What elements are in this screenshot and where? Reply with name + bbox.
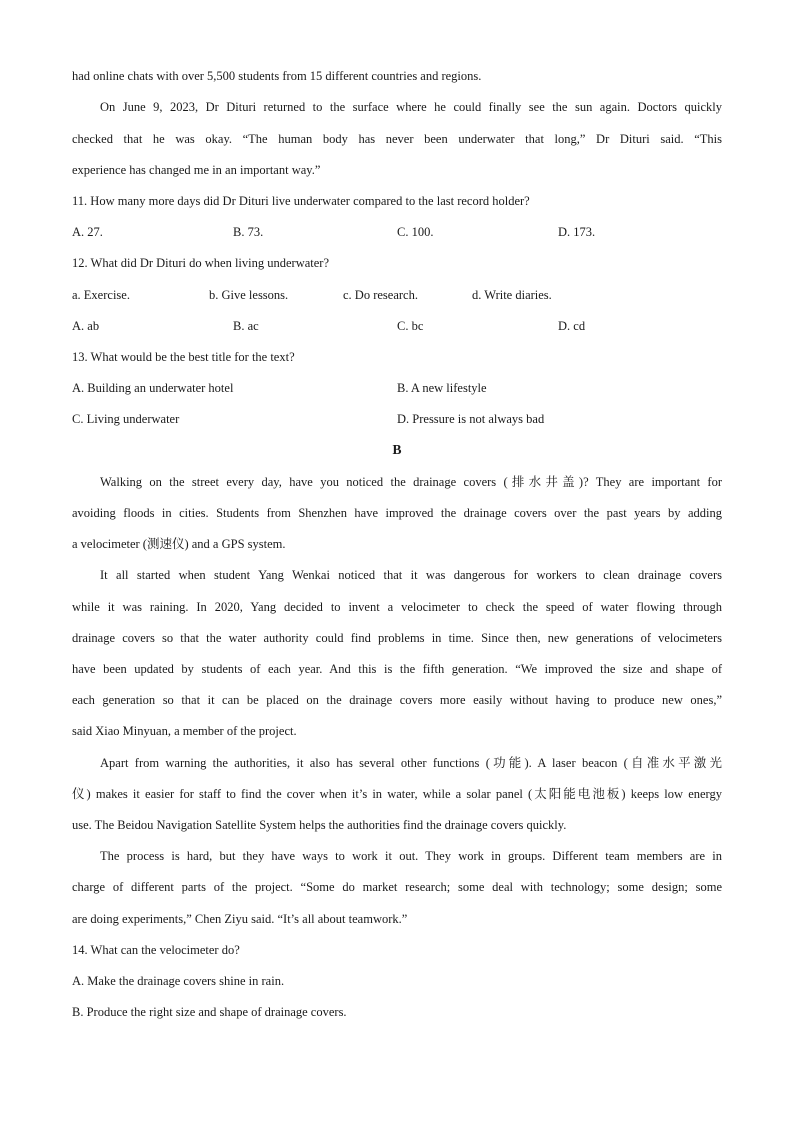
section-heading: B: [392, 442, 402, 457]
choice-item: c. Do research.: [343, 288, 418, 302]
passage-line: charge of different parts of the project. “Some do market research; some deal with technology; some design; some: [72, 880, 722, 894]
passage-line: drainage covers so that the water authority could find problems in time. Since then, new generations of velocimeters: [72, 631, 722, 645]
answer-option: A. ab: [72, 319, 100, 333]
answer-option: C. 100.: [397, 225, 434, 239]
answer-option: A. 27.: [72, 225, 103, 239]
choice-item: d. Write diaries.: [472, 288, 552, 302]
passage-line: Walking on the street every day, have you noticed the drainage covers (排水井盖)? They are important for: [100, 475, 722, 489]
question-stem: 12. What did Dr Dituri do when living underwater?: [72, 256, 330, 270]
passage-line: The process is hard, but they have ways to work it out. They work in groups. Different team members are in: [100, 849, 722, 863]
passage-line: checked that he was okay. “The human body has never been underwater that long,” Dr Dituri said. “This: [72, 132, 722, 146]
passage-line: had online chats with over 5,500 students from 15 different countries and regions.: [72, 69, 482, 83]
passage-line: It all started when student Yang Wenkai noticed that it was dangerous for workers to clean drainage covers: [100, 568, 722, 582]
passage-line: said Xiao Minyuan, a member of the project.: [72, 724, 297, 738]
passage-line: are doing experiments,” Chen Ziyu said. “It’s all about teamwork.”: [72, 912, 408, 926]
passage-line: have been updated by students of each year. And this is the fifth generation. “We improved the size and shape of: [72, 662, 722, 676]
passage-line: On June 9, 2023, Dr Dituri returned to the surface where he could finally see the sun again. Doctors quickly: [100, 100, 722, 114]
choice-item: a. Exercise.: [72, 288, 130, 302]
passage-line: while it was raining. In 2020, Yang decided to invent a velocimeter to check the speed of water flowing through: [72, 600, 722, 614]
passage-line: each generation so that it can be placed on the drainage covers more easily without having to produce new ones,”: [72, 693, 722, 707]
answer-option: C. bc: [397, 319, 424, 333]
passage-line: 仪) makes it easier for staff to find the cover when it’s in water, while a solar panel (太阳能电池板) keeps low energy: [72, 787, 722, 801]
answer-option: C. Living underwater: [72, 412, 180, 426]
answer-option: D. Pressure is not always bad: [397, 412, 545, 426]
passage-line: a velocimeter (测速仪) and a GPS system.: [72, 537, 286, 551]
passage-line: use. The Beidou Navigation Satellite System helps the authorities find the drainage covers quickly.: [72, 818, 567, 832]
passage-line: avoiding floods in cities. Students from Shenzhen have improved the drainage covers over the past years by adding: [72, 506, 722, 520]
answer-option: D. cd: [558, 319, 586, 333]
answer-option: B. 73.: [233, 225, 264, 239]
answer-option: B. A new lifestyle: [397, 381, 487, 395]
question-stem: 11. How many more days did Dr Dituri live underwater compared to the last record holder?: [72, 194, 530, 208]
passage-line: Apart from warning the authorities, it also has several other functions (功能). A laser beacon (自准水平激光: [100, 756, 722, 770]
question-stem: 13. What would be the best title for the text?: [72, 350, 295, 364]
question-stem: 14. What can the velocimeter do?: [72, 943, 240, 957]
answer-option: D. 173.: [558, 225, 596, 239]
answer-option: B. ac: [233, 319, 259, 333]
answer-option: A. Make the drainage covers shine in rain.: [72, 974, 285, 988]
passage-line: experience has changed me in an important way.”: [72, 163, 321, 177]
choice-item: b. Give lessons.: [209, 288, 289, 302]
answer-option: A. Building an underwater hotel: [72, 381, 234, 395]
answer-option: B. Produce the right size and shape of drainage covers.: [72, 1005, 347, 1019]
